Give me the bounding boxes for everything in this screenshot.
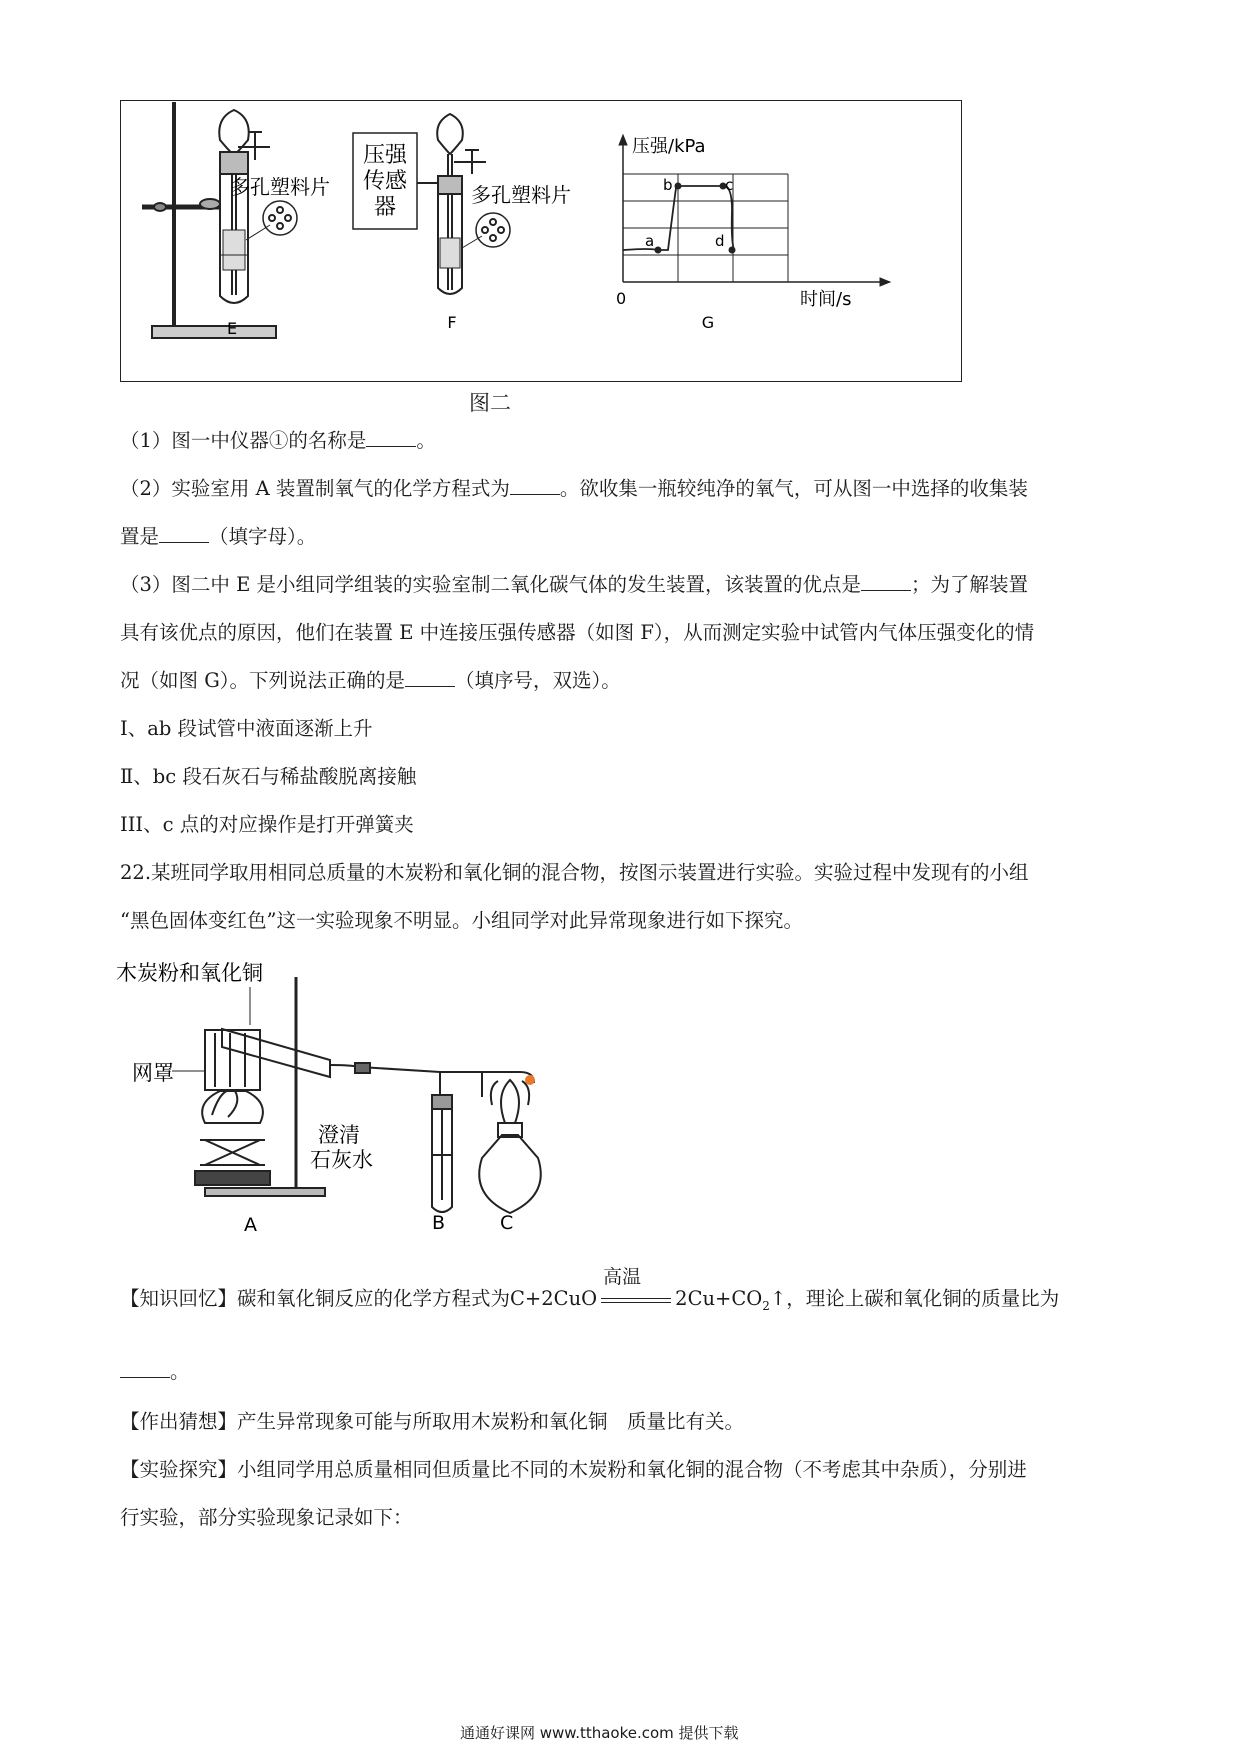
- answer-blank-3b[interactable]: [405, 666, 455, 687]
- apparatus-f-label: F: [447, 313, 457, 332]
- answer-blank-1[interactable]: [366, 426, 416, 447]
- x-axis-label: 时间/s: [800, 289, 852, 310]
- page-footer: 通通好课网 www.tthaoke.com 提供下载: [460, 1724, 739, 1742]
- eq-left: C+2CuO: [510, 1287, 598, 1310]
- pressure-graph: [619, 135, 890, 286]
- charcoal-copper-oxide-label: 木炭粉和氧化铜: [116, 961, 263, 985]
- apparatus-c-label: C: [500, 1212, 514, 1234]
- question-3-line3: 况（如图 G）。下列说法正确的是 （填序号，双选）。: [120, 666, 621, 696]
- answer-blank-2a[interactable]: [510, 474, 560, 495]
- point-d: [729, 247, 736, 254]
- point-d-label: d: [715, 232, 725, 250]
- question-3-line2: 具有该优点的原因，他们在装置 E 中连接压强传感器（如图 F），从而测定实验中试管内气体压强变化的情: [120, 621, 1035, 644]
- apparatus-e: [142, 102, 297, 338]
- experiment-line1: 【实验探究】小组同学用总质量相同但质量比不同的木炭粉和氧化铜的混合物（不考虑其中杂质），分别进: [120, 1458, 1027, 1481]
- eq-right: 2Cu+CO: [675, 1287, 763, 1310]
- sensor-label-line1: 压强: [362, 143, 408, 168]
- point-a: [655, 247, 662, 254]
- q22-intro-line1: 22.某班同学取用相同总质量的木炭粉和氧化铜的混合物，按图示装置进行实验。实验过程中发现有的小组: [120, 861, 1029, 884]
- question-2-line1: （2）实验室用 A 装置制氧气的化学方程式为 。欲收集一瓶较纯净的氧气，可从图一中选择的收集装: [120, 474, 1028, 504]
- graph-g-label: G: [701, 313, 715, 332]
- porous-plate-label-f: 多孔塑料片: [471, 183, 571, 207]
- point-b: [675, 183, 682, 190]
- apparatus-b-label: B: [432, 1212, 446, 1234]
- option-2: Ⅱ、bc 段石灰石与稀盐酸脱离接触: [120, 765, 417, 788]
- answer-blank-2b[interactable]: [159, 522, 209, 543]
- y-axis-label: 压强/kPa: [632, 136, 706, 157]
- figure-2-caption: 图二: [469, 391, 511, 415]
- answer-blank-3a[interactable]: [861, 570, 911, 591]
- apparatus-e-label: E: [226, 319, 238, 338]
- limewater-label-1: 澄清: [318, 1123, 360, 1147]
- q1-text: （1）图一中仪器①的名称是: [120, 429, 367, 452]
- option-1: I、ab 段试管中液面逐渐上升: [120, 717, 373, 740]
- porous-plate-label-e: 多孔塑料片: [230, 175, 330, 199]
- question-1: （1）图一中仪器①的名称是 。: [120, 426, 436, 456]
- recall-answer-line: 。: [120, 1357, 190, 1387]
- sensor-label-line3: 器: [373, 195, 397, 220]
- point-c-label: c: [725, 176, 734, 194]
- graph-origin-label: 0: [616, 289, 627, 308]
- apparatus-a-label: A: [244, 1214, 257, 1235]
- sensor-label-line2: 传感: [362, 169, 408, 194]
- point-b-label: b: [663, 176, 673, 194]
- limewater-label-2: 石灰水: [310, 1148, 373, 1172]
- knowledge-recall-line: 【知识回忆】碳和氧化铜反应的化学方程式为C+2CuO 高温 $2Cu+CO_2↑$，理论上碳和氧化铜的质量比为: [120, 1284, 1059, 1321]
- question-2-line2: 置是 （填字母）。: [120, 522, 316, 552]
- experiment-line2: 行实验，部分实验现象记录如下：: [120, 1506, 413, 1529]
- figure-2-drawing: [120, 100, 962, 382]
- answer-blank-ratio[interactable]: [120, 1357, 170, 1378]
- flame-icon: [525, 1075, 535, 1085]
- eq-condition: 高温: [603, 1266, 642, 1288]
- hypothesis-line: 【作出猜想】产生异常现象可能与所取用木炭粉和氧化铜 质量比有关。: [120, 1410, 745, 1433]
- q22-intro-line2: “黑色固体变红色”这一实验现象不明显。小组同学对此异常现象进行如下探究。: [120, 909, 803, 932]
- charcoal-apparatus: [110, 955, 580, 1235]
- mesh-label: 网罩: [132, 1061, 174, 1085]
- eq-condition-block: [597, 1266, 675, 1314]
- option-3: III、c 点的对应操作是打开弹簧夹: [120, 813, 414, 836]
- point-a-label: a: [645, 232, 655, 250]
- question-3-line1: （3）图二中 E 是小组同学组装的实验室制二氧化碳气体的发生装置，该装置的优点是 ；为了解装置: [120, 570, 1028, 600]
